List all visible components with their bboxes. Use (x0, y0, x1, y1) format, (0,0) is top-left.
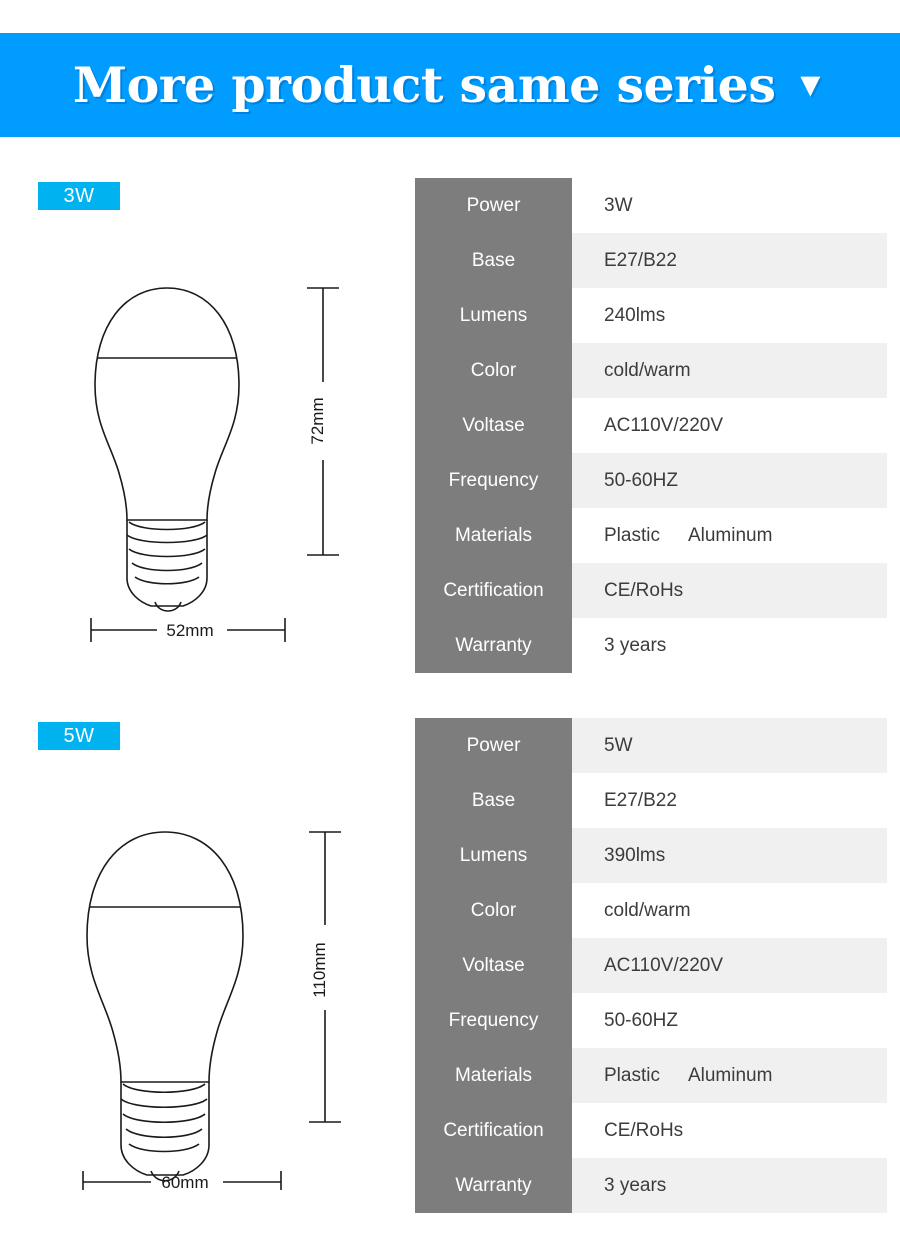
spec-label: Warranty (415, 618, 572, 673)
bulb-height-label-3w: 72mm (308, 397, 327, 445)
table-row (415, 178, 887, 233)
bulb-diagram-5w (55, 770, 375, 1190)
spec-value: AC110V/220V (572, 938, 887, 993)
spec-value: 50-60HZ (572, 453, 887, 508)
spec-value: AC110V/220V (572, 398, 887, 453)
spec-value: 390lms (572, 828, 887, 883)
bulb-height-label-5w: 110mm (310, 942, 329, 998)
spec-label: Certification (415, 563, 572, 618)
material-primary: Plastic (604, 524, 660, 546)
spec-value-materials (572, 508, 887, 563)
spec-label: Color (415, 883, 572, 938)
material-secondary: Aluminum (687, 524, 773, 546)
spec-value: 3W (572, 178, 887, 233)
table-row (415, 1048, 887, 1103)
banner (0, 33, 900, 137)
product-section-5w (0, 690, 900, 1230)
spec-label: Materials (415, 1048, 572, 1103)
spec-table-3w (415, 178, 887, 673)
spec-label: Materials (415, 508, 572, 563)
table-row (415, 938, 887, 993)
spec-label: Certification (415, 1103, 572, 1158)
table-row (415, 828, 887, 883)
table-row (415, 718, 887, 773)
table-row (415, 1158, 887, 1213)
spec-value: cold/warm (572, 883, 887, 938)
table-row (415, 508, 887, 563)
table-row (415, 233, 887, 288)
spec-value: 3 years (572, 1158, 887, 1213)
spec-label: Power (415, 718, 572, 773)
table-row (415, 618, 887, 673)
material-primary: Plastic (604, 1064, 660, 1086)
table-row (415, 398, 887, 453)
spec-value: E27/B22 (572, 233, 887, 288)
spec-table-5w (415, 718, 887, 1213)
power-badge-3w: 3W (38, 182, 120, 210)
spec-value-materials (572, 1048, 887, 1103)
product-section-3w (0, 150, 900, 690)
power-badge-5w: 5W (38, 722, 120, 750)
banner-inner (73, 56, 827, 114)
table-row (415, 288, 887, 343)
spec-value: CE/RoHs (572, 563, 887, 618)
spec-value: E27/B22 (572, 773, 887, 828)
spec-value: 50-60HZ (572, 993, 887, 1048)
spec-label: Warranty (415, 1158, 572, 1213)
spec-label: Base (415, 773, 572, 828)
spec-label: Color (415, 343, 572, 398)
spec-value: CE/RoHs (572, 1103, 887, 1158)
spec-label: Frequency (415, 993, 572, 1048)
down-arrow-icon: ▼ (793, 66, 828, 104)
spec-value: cold/warm (572, 343, 887, 398)
spec-value: 5W (572, 718, 887, 773)
table-row (415, 1103, 887, 1158)
spec-label: Voltase (415, 938, 572, 993)
bulb-diagram-3w (55, 230, 375, 650)
banner-title: More product same series (72, 56, 776, 114)
table-row (415, 343, 887, 398)
spec-label: Voltase (415, 398, 572, 453)
spec-label: Base (415, 233, 572, 288)
spec-label: Power (415, 178, 572, 233)
table-row (415, 563, 887, 618)
table-row (415, 773, 887, 828)
spec-value: 240lms (572, 288, 887, 343)
table-row (415, 993, 887, 1048)
material-secondary: Aluminum (687, 1064, 773, 1086)
spec-value: 3 years (572, 618, 887, 673)
bulb-width-label-5w: 60mm (161, 1173, 209, 1190)
bulb-width-label-3w: 52mm (166, 621, 214, 640)
table-row (415, 883, 887, 938)
spec-label: Lumens (415, 828, 572, 883)
spec-label: Lumens (415, 288, 572, 343)
table-row (415, 453, 887, 508)
spec-label: Frequency (415, 453, 572, 508)
